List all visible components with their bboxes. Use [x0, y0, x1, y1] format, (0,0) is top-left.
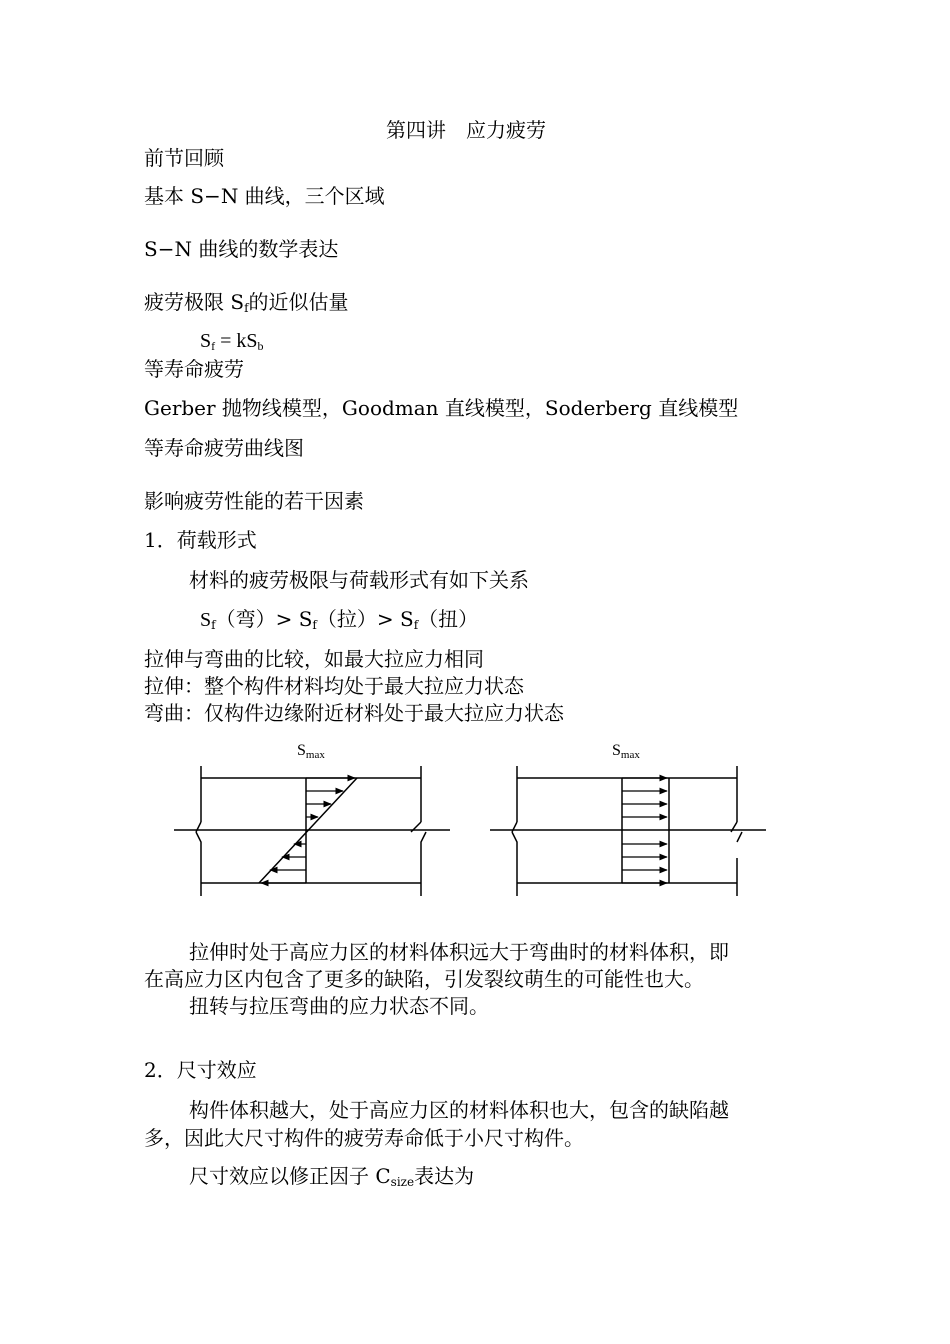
tension-diagram — [490, 766, 766, 896]
bending-smax-label: $S_{max}$ — [297, 742, 325, 761]
size-line1: 构件体积越大，处于高应力区的材料体积也大，包含的缺陷越 — [189, 1098, 729, 1122]
bending-line: 弯曲：仅构件边缘附近材料处于最大拉应力状态 — [144, 701, 564, 725]
fatigue-limit-line: 疲劳极限 $S_f$的近似估量 — [144, 290, 349, 315]
factors-heading: 影响疲劳性能的若干因素 — [144, 489, 364, 513]
item1-title: 1．荷载形式 — [144, 528, 257, 552]
review-heading: 前节回顾 — [144, 146, 224, 170]
para2: 扭转与拉压弯曲的应力状态不同。 — [189, 994, 489, 1018]
bending-beam-right-lower-edge — [421, 832, 426, 896]
models-line: Gerber 抛物线模型，Goodman 直线模型，Soderberg 直线模型 — [144, 396, 739, 420]
size-line2: 多，因此大尺寸构件的疲劳寿命低于小尺寸构件。 — [144, 1126, 584, 1150]
item2-title: 2．尺寸效应 — [144, 1058, 257, 1082]
fatigue-limit-formula: $S_f = kS_b$ — [200, 330, 264, 353]
compare-line: 拉伸与弯曲的比较，如最大拉应力相同 — [144, 647, 484, 671]
bending-beam-left-lower-edge — [196, 832, 201, 896]
tension-smax-label: $S_{max}$ — [612, 742, 640, 761]
size-expr-line: 尺寸效应以修正因子 $C_{size}$表达为 — [189, 1164, 475, 1189]
relation-line: $S_f$（弯）> $S_f$（拉）> $S_f$（扭） — [200, 607, 479, 632]
para1-line2: 在高应力区内包含了更多的缺陷，引发裂纹萌生的可能性也大。 — [144, 967, 704, 991]
equal-life-line: 等寿命疲劳 — [144, 357, 244, 381]
sn-math-line: S−N 曲线的数学表达 — [144, 237, 339, 261]
tension-beam-left-lower-edge — [512, 832, 517, 896]
item1-desc: 材料的疲劳极限与荷载形式有如下关系 — [189, 568, 529, 592]
para1-line1: 拉伸时处于高应力区的材料体积远大于弯曲时的材料体积，即 — [189, 940, 729, 964]
sn-curve-line: 基本 S−N 曲线，三个区域 — [144, 184, 385, 208]
tension-line: 拉伸：整个构件材料均处于最大拉应力状态 — [144, 674, 524, 698]
tension-break-right-lower — [737, 832, 742, 842]
page-title: 第四讲 应力疲劳 — [386, 118, 546, 142]
bending-diagram — [174, 766, 450, 896]
curve-chart-line: 等寿命疲劳曲线图 — [144, 436, 304, 460]
